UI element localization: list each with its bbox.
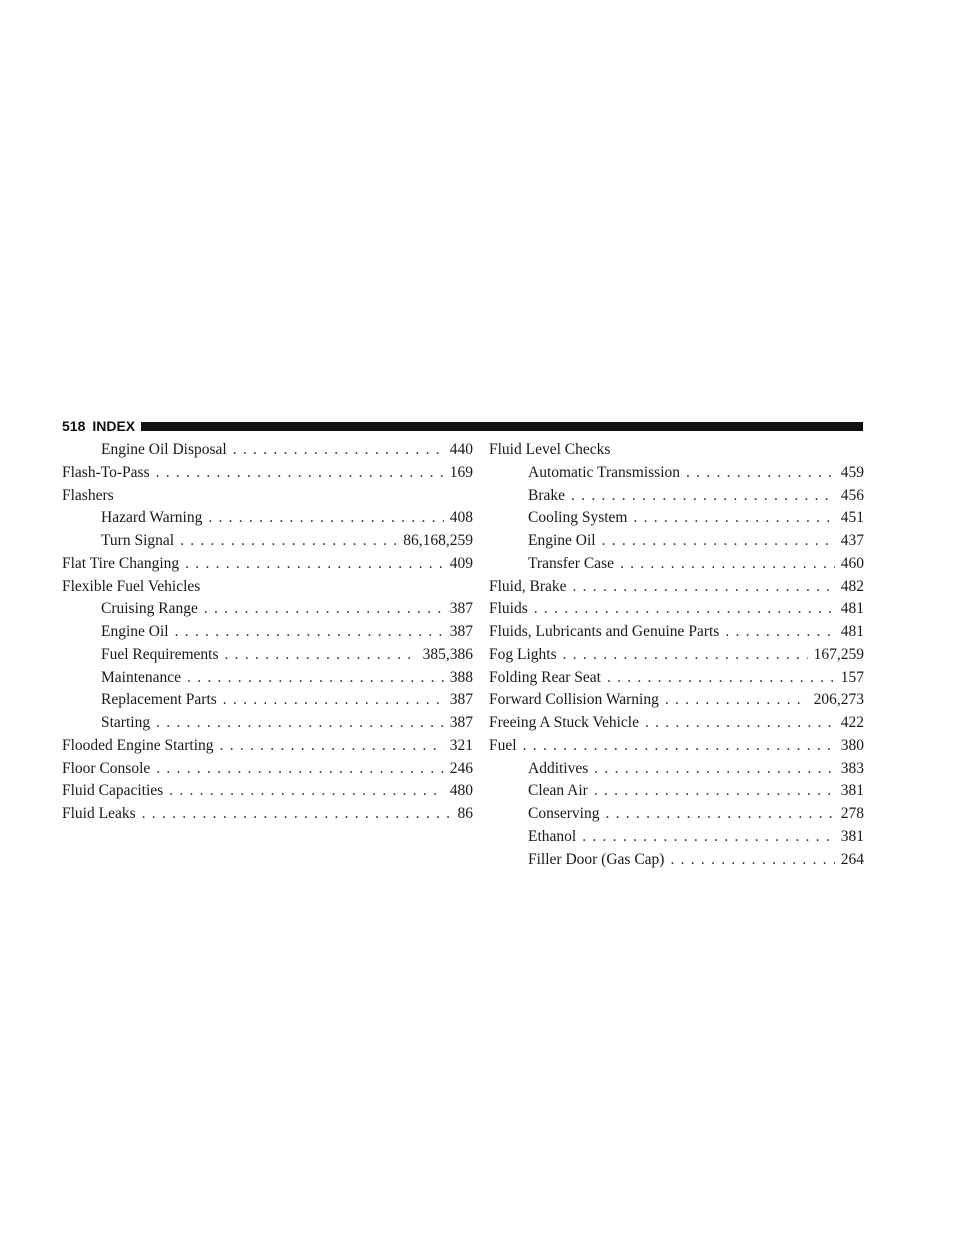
page-reference: 409 bbox=[449, 554, 473, 572]
dot-leader bbox=[156, 714, 444, 732]
dot-leader bbox=[534, 600, 835, 618]
index-entry bbox=[489, 578, 864, 601]
page-reference: 408 bbox=[449, 509, 473, 527]
index-term: Fluid Leaks bbox=[62, 805, 136, 822]
index-subentry bbox=[62, 623, 473, 646]
index-entry bbox=[489, 714, 864, 737]
page-reference: 321 bbox=[449, 736, 473, 754]
page-reference: 381 bbox=[840, 827, 864, 845]
page-reference: 278 bbox=[840, 805, 864, 822]
index-entry bbox=[62, 487, 473, 510]
index-term: Cooling System bbox=[528, 509, 628, 527]
index-term: Replacement Parts bbox=[101, 691, 217, 709]
index-entry bbox=[489, 691, 864, 714]
page-reference: 387 bbox=[449, 714, 473, 731]
index-term: Fuel Requirements bbox=[101, 645, 219, 663]
header-rule bbox=[141, 422, 863, 431]
page-reference: 169 bbox=[449, 463, 473, 481]
index-entry bbox=[489, 623, 864, 646]
index-term: Engine Oil bbox=[528, 532, 596, 549]
index-term: Fluids, Lubricants and Genuine Parts bbox=[489, 623, 720, 640]
page-reference: 480 bbox=[449, 782, 473, 800]
dot-leader bbox=[594, 760, 834, 778]
page-reference: 385,386 bbox=[422, 645, 473, 663]
index-subentry bbox=[489, 805, 864, 828]
index-subentry bbox=[489, 464, 864, 487]
index-entry bbox=[489, 441, 864, 464]
index-term: Floor Console bbox=[62, 759, 151, 777]
index-term: Freeing A Stuck Vehicle bbox=[489, 714, 639, 731]
dot-leader bbox=[142, 805, 452, 823]
section-title: INDEX bbox=[92, 418, 136, 434]
index-entry bbox=[62, 737, 473, 760]
index-subentry bbox=[62, 691, 473, 714]
index-column-right bbox=[489, 441, 864, 873]
index-term: Flash-To-Pass bbox=[62, 463, 150, 481]
dot-leader bbox=[225, 646, 417, 664]
index-subentry bbox=[489, 509, 864, 532]
page-reference: 440 bbox=[449, 441, 473, 458]
page-reference: 206,273 bbox=[813, 691, 864, 709]
page-reference: 451 bbox=[840, 509, 864, 527]
index-term: Filler Door (Gas Cap) bbox=[528, 850, 665, 868]
index-term: Brake bbox=[528, 486, 566, 504]
index-entry bbox=[62, 464, 473, 487]
index-term: Fluid Capacities bbox=[62, 782, 164, 800]
index-subentry bbox=[62, 532, 473, 555]
index-term: Fuel bbox=[489, 736, 517, 754]
page-header bbox=[62, 415, 863, 437]
page-reference: 387 bbox=[449, 600, 473, 618]
page-reference: 388 bbox=[449, 668, 473, 686]
page-reference: 481 bbox=[840, 623, 864, 640]
page-reference: 264 bbox=[840, 850, 864, 868]
index-entry bbox=[62, 555, 473, 578]
dot-leader bbox=[605, 805, 834, 823]
index-term: Flooded Engine Starting bbox=[62, 736, 214, 754]
dot-leader bbox=[573, 578, 835, 596]
dot-leader bbox=[169, 782, 444, 800]
index-term: Flashers bbox=[62, 486, 114, 504]
index-subentry bbox=[489, 782, 864, 805]
index-term: Automatic Transmission bbox=[528, 463, 681, 481]
page-reference: 482 bbox=[840, 577, 864, 595]
index-subentry bbox=[62, 714, 473, 737]
index-subentry bbox=[62, 441, 473, 464]
dot-leader bbox=[563, 646, 808, 664]
page-reference: 481 bbox=[840, 600, 864, 618]
dot-leader bbox=[223, 691, 444, 709]
dot-leader bbox=[220, 737, 444, 755]
index-term: Transfer Case bbox=[528, 554, 614, 572]
page-reference: 387 bbox=[449, 623, 473, 640]
page-reference: 437 bbox=[840, 532, 864, 549]
index-entry bbox=[62, 760, 473, 783]
index-term: Fluid Level Checks bbox=[489, 441, 611, 458]
index-entry bbox=[489, 600, 864, 623]
dot-leader bbox=[620, 555, 835, 573]
index-term: Conserving bbox=[528, 805, 600, 822]
page-reference: 381 bbox=[840, 782, 864, 800]
page-reference: 383 bbox=[840, 759, 864, 777]
page-reference: 246 bbox=[449, 759, 473, 777]
page-reference: 456 bbox=[840, 486, 864, 504]
index-entry bbox=[489, 646, 864, 669]
index-term: Fluid, Brake bbox=[489, 577, 567, 595]
index-term: Ethanol bbox=[528, 827, 577, 845]
dot-leader bbox=[571, 487, 835, 505]
dot-leader bbox=[185, 555, 444, 573]
index-subentry bbox=[62, 600, 473, 623]
dot-leader bbox=[633, 509, 834, 527]
index-term: Starting bbox=[101, 714, 151, 731]
dot-leader bbox=[156, 760, 443, 778]
dot-leader bbox=[594, 782, 835, 800]
page-reference: 380 bbox=[840, 736, 864, 754]
dot-leader bbox=[187, 669, 444, 687]
dot-leader bbox=[607, 669, 835, 687]
index-term: Turn Signal bbox=[101, 532, 175, 549]
page-reference: 460 bbox=[840, 554, 864, 572]
index-subentry bbox=[489, 532, 864, 555]
dot-leader bbox=[204, 600, 444, 618]
index-subentry bbox=[489, 760, 864, 783]
dot-leader bbox=[175, 623, 444, 641]
page-reference: 422 bbox=[840, 714, 864, 731]
index-subentry bbox=[62, 646, 473, 669]
dot-leader bbox=[180, 532, 397, 550]
index-term: Folding Rear Seat bbox=[489, 668, 601, 686]
index-term: Cruising Range bbox=[101, 600, 198, 618]
dot-leader bbox=[670, 851, 834, 869]
dot-leader bbox=[582, 828, 835, 846]
dot-leader bbox=[233, 441, 444, 459]
page-reference: 459 bbox=[840, 463, 864, 481]
page-reference: 157 bbox=[840, 668, 864, 686]
index-term: Maintenance bbox=[101, 668, 182, 686]
page-reference: 86 bbox=[457, 805, 473, 822]
dot-leader bbox=[725, 623, 834, 641]
dot-leader bbox=[156, 464, 444, 482]
dot-leader bbox=[208, 509, 443, 527]
dot-leader bbox=[602, 532, 835, 550]
index-term: Engine Oil Disposal bbox=[101, 441, 227, 458]
dot-leader bbox=[665, 691, 808, 709]
page-reference: 86,168,259 bbox=[403, 532, 473, 549]
index-term: Fog Lights bbox=[489, 645, 557, 663]
index-subentry bbox=[489, 851, 864, 874]
index-column-left bbox=[62, 441, 473, 828]
index-entry bbox=[62, 782, 473, 805]
index-entry bbox=[489, 737, 864, 760]
index-term: Hazard Warning bbox=[101, 509, 203, 527]
index-entry bbox=[489, 669, 864, 692]
dot-leader bbox=[686, 464, 835, 482]
page-number: 518 bbox=[62, 418, 86, 434]
index-term: Flexible Fuel Vehicles bbox=[62, 577, 201, 595]
index-term: Forward Collision Warning bbox=[489, 691, 659, 709]
index-entry bbox=[62, 805, 473, 828]
index-term: Fluids bbox=[489, 600, 528, 618]
index-subentry bbox=[489, 487, 864, 510]
index-entry bbox=[62, 578, 473, 601]
dot-leader bbox=[523, 737, 835, 755]
index-term: Clean Air bbox=[528, 782, 588, 800]
page-reference: 387 bbox=[449, 691, 473, 709]
page-reference: 167,259 bbox=[813, 645, 864, 663]
index-subentry bbox=[62, 669, 473, 692]
index-term: Additives bbox=[528, 759, 589, 777]
index-term: Flat Tire Changing bbox=[62, 554, 180, 572]
index-term: Engine Oil bbox=[101, 623, 169, 640]
dot-leader bbox=[645, 714, 835, 732]
index-subentry bbox=[489, 555, 864, 578]
index-subentry bbox=[62, 509, 473, 532]
index-subentry bbox=[489, 828, 864, 851]
